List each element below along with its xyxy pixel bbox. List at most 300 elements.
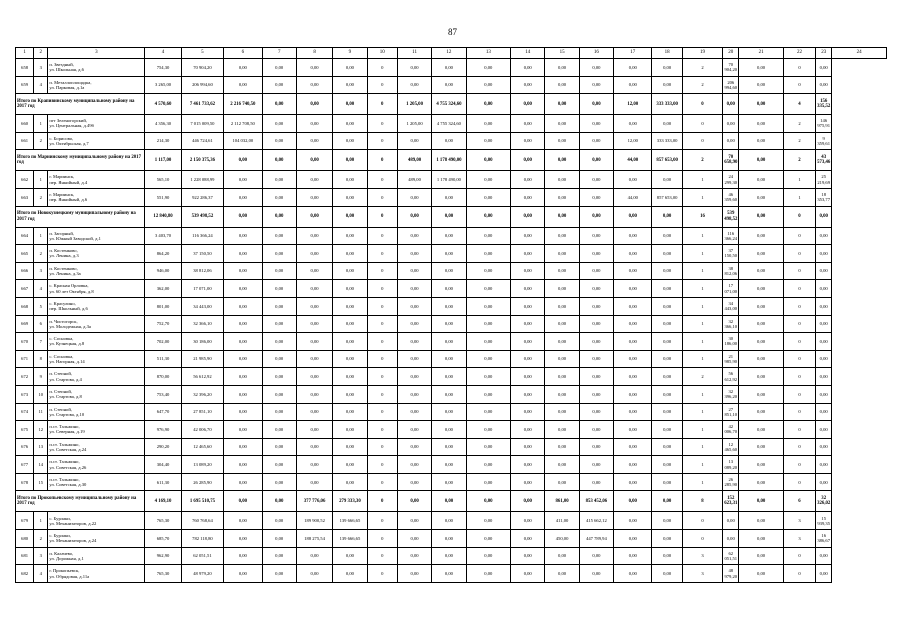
value-cell: 0,00 — [262, 438, 296, 456]
row-index-cell: 5 — [34, 297, 48, 315]
value-cell: 0,00 — [224, 150, 262, 171]
value-cell: 0,00 — [739, 262, 783, 280]
value-cell: 206 994,60 — [181, 76, 223, 94]
value-cell: 48 979,20 — [723, 565, 739, 583]
address-cell: г. Прокопьевск, ул. Обрядовая, д.11а — [48, 565, 145, 583]
value-cell: 0,00 — [397, 512, 431, 530]
value-cell: 870,00 — [145, 368, 181, 386]
value-cell: 0,00 — [614, 491, 652, 512]
table-row — [16, 115, 887, 133]
value-cell: 0,00 — [466, 530, 510, 548]
value-cell: 0,00 — [224, 227, 262, 245]
value-cell: 0,00 — [466, 491, 510, 512]
value-cell: 0,00 — [466, 350, 510, 368]
value-cell: 0,00 — [262, 297, 296, 315]
value-cell: 0,00 — [397, 385, 431, 403]
value-cell: 62 051,51 — [181, 547, 223, 565]
address-cell: п. Загорный, ул. Южный Заводской, д.1 — [48, 227, 145, 245]
value-cell: 42 006,70 — [723, 421, 739, 439]
value-cell: 0,00 — [432, 262, 466, 280]
capital-repair-table — [15, 47, 887, 583]
value-cell: 0,00 — [545, 368, 579, 386]
table-row — [16, 262, 887, 280]
value-cell: 32 366,10 — [723, 315, 739, 333]
column-number-cell: 14 — [511, 48, 545, 59]
row-number-cell: 668 — [16, 297, 34, 315]
value-cell: 0 — [682, 115, 722, 133]
value-cell: 0,00 — [816, 280, 832, 298]
value-cell: 0,00 — [545, 297, 579, 315]
value-cell: 0,00 — [466, 456, 510, 474]
value-cell: 0,00 — [739, 473, 783, 491]
value-cell: 1 — [682, 385, 722, 403]
value-cell: 24 299,30 — [723, 171, 739, 189]
value-cell: 565,10 — [145, 171, 181, 189]
value-cell: 1 — [682, 171, 722, 189]
value-cell: 0,00 — [739, 315, 783, 333]
column-number-cell: 15 — [545, 48, 579, 59]
row-index-cell: 2 — [34, 530, 48, 548]
value-cell: 0,00 — [397, 547, 431, 565]
value-cell: 0 — [367, 350, 397, 368]
value-cell: 0,00 — [511, 403, 545, 421]
value-cell: 0,00 — [579, 76, 613, 94]
value-cell: 0,00 — [579, 456, 613, 474]
row-index-cell: 11 — [34, 403, 48, 421]
value-cell: 0,00 — [262, 403, 296, 421]
value-cell: 4 169,10 — [145, 491, 181, 512]
value-cell: 0 — [367, 547, 397, 565]
value-cell: 1 — [682, 350, 722, 368]
row-number-cell: 682 — [16, 565, 34, 583]
value-cell: 1 — [682, 315, 722, 333]
value-cell: 1 695 510,75 — [181, 491, 223, 512]
value-cell: 0,00 — [397, 456, 431, 474]
table-row — [16, 333, 887, 351]
value-cell: 0,00 — [296, 403, 332, 421]
address-cell: п.ст. Тальжино, ул. Советская, д.26 — [48, 456, 145, 474]
address-cell: с. Борисово, ул. Октябрьская, д.7 — [48, 132, 145, 150]
value-cell: 0,00 — [816, 333, 832, 351]
column-number-cell: 5 — [181, 48, 223, 59]
value-cell: 0,00 — [614, 262, 652, 280]
column-number-cell: 19 — [682, 48, 722, 59]
row-index-cell: 15 — [34, 473, 48, 491]
value-cell: 0,00 — [296, 245, 332, 263]
value-cell: 26 285,90 — [723, 473, 739, 491]
value-cell: 3 — [682, 565, 722, 583]
row-number-cell: 664 — [16, 227, 34, 245]
value-cell: 0,00 — [296, 350, 332, 368]
value-cell: 0,00 — [652, 491, 682, 512]
column-number-cell: 24 — [832, 48, 887, 59]
value-cell: 0,00 — [333, 565, 367, 583]
table-row — [16, 565, 887, 583]
value-cell: 12,00 — [614, 132, 652, 150]
value-cell: 0,00 — [262, 547, 296, 565]
value-cell: 0 — [367, 403, 397, 421]
value-cell: 8 — [682, 491, 722, 512]
value-cell: 0,00 — [652, 297, 682, 315]
value-cell: 156 335,52 — [816, 94, 832, 115]
value-cell: 214,30 — [145, 132, 181, 150]
value-cell: 0,00 — [723, 132, 739, 150]
value-cell: 3 265,00 — [145, 76, 181, 94]
address-cell: п.ст. Тальжино, ул. Северная, д.19 — [48, 421, 145, 439]
address-cell: г. Мариинск, пер. Янкийный, д.6 — [48, 188, 145, 206]
value-cell: 0,00 — [466, 565, 510, 583]
value-cell: 0 — [367, 245, 397, 263]
address-cell: п. Степной, ул. Стартова, д.10 — [48, 403, 145, 421]
value-cell: 0,00 — [262, 333, 296, 351]
value-cell: 857 653,00 — [652, 188, 682, 206]
value-cell: 0,00 — [816, 206, 832, 227]
value-cell: 0,00 — [614, 530, 652, 548]
value-cell: 0,00 — [579, 421, 613, 439]
value-cell: 0,00 — [816, 315, 832, 333]
value-cell: 0,00 — [432, 565, 466, 583]
value-cell: 0,00 — [296, 227, 332, 245]
value-cell: 0,00 — [511, 188, 545, 206]
value-cell: 16 — [682, 206, 722, 227]
value-cell: 0,00 — [545, 403, 579, 421]
value-cell: 0,00 — [652, 530, 682, 548]
address-cell: с. Бурлаки, ул. Механизаторов, д.24 — [48, 530, 145, 548]
value-cell: 2 — [682, 368, 722, 386]
value-cell: 0,00 — [579, 403, 613, 421]
value-cell: 0,00 — [432, 491, 466, 512]
value-cell: 0,00 — [432, 227, 466, 245]
value-cell: 18 353,77 — [816, 188, 832, 206]
value-cell: 46 359,60 — [723, 188, 739, 206]
value-cell: 551,90 — [145, 188, 181, 206]
value-cell: 12,00 — [614, 94, 652, 115]
column-number-row — [16, 48, 887, 59]
value-cell: 0,00 — [545, 350, 579, 368]
value-cell: 146 975,91 — [816, 115, 832, 133]
value-cell: 4 570,60 — [145, 94, 181, 115]
value-cell: 0,00 — [466, 227, 510, 245]
value-cell: 0,00 — [333, 171, 367, 189]
column-number-cell: 23 — [816, 48, 832, 59]
table-row — [16, 473, 887, 491]
value-cell: 4 755 324,60 — [432, 94, 466, 115]
value-cell: 12 840,80 — [145, 206, 181, 227]
value-cell: 104 032,00 — [224, 132, 262, 150]
value-cell: 0,00 — [333, 403, 367, 421]
value-cell: 0,00 — [262, 530, 296, 548]
value-cell: 0,00 — [397, 245, 431, 263]
value-cell: 0 — [367, 76, 397, 94]
row-index-cell: 4 — [34, 280, 48, 298]
value-cell: 0,00 — [739, 368, 783, 386]
row-number-cell: 658 — [16, 59, 34, 77]
value-cell: 0,00 — [545, 76, 579, 94]
district-total-label: Итого по Мариинскому муниципальному району на 2017 год — [16, 150, 145, 171]
row-index-cell: 4 — [34, 76, 48, 94]
column-number-cell: 8 — [296, 48, 332, 59]
value-cell: 0 — [367, 115, 397, 133]
column-number-cell: 20 — [723, 48, 739, 59]
row-number-cell: 676 — [16, 438, 34, 456]
value-cell: 2 — [682, 59, 722, 77]
value-cell: 0,00 — [614, 403, 652, 421]
row-number-cell: 660 — [16, 115, 34, 133]
value-cell: 0 — [783, 438, 815, 456]
value-cell: 21 985,90 — [723, 350, 739, 368]
value-cell: 0,00 — [466, 473, 510, 491]
value-cell: 0 — [367, 530, 397, 548]
value-cell: 62 051,51 — [723, 547, 739, 565]
address-cell: п. Костенково, ул. Ленина, д.3а — [48, 262, 145, 280]
value-cell: 2 — [783, 132, 815, 150]
value-cell: 0,00 — [296, 115, 332, 133]
value-cell: 861,00 — [545, 491, 579, 512]
value-cell: 0,00 — [579, 206, 613, 227]
value-cell: 43 573,46 — [816, 150, 832, 171]
value-cell: 0,00 — [296, 297, 332, 315]
value-cell: 0 — [783, 350, 815, 368]
value-cell: 411,00 — [545, 512, 579, 530]
value-cell: 760 768,64 — [181, 512, 223, 530]
value-cell: 0,00 — [614, 245, 652, 263]
value-cell: 0,00 — [262, 368, 296, 386]
table-row — [16, 547, 887, 565]
value-cell: 56 612,92 — [181, 368, 223, 386]
table-row — [16, 315, 887, 333]
value-cell: 0,00 — [296, 473, 332, 491]
value-cell: 0,00 — [511, 565, 545, 583]
value-cell: 0,00 — [511, 315, 545, 333]
value-cell: 0,00 — [723, 530, 739, 548]
value-cell: 0,00 — [579, 59, 613, 77]
value-cell: 17 071,00 — [181, 280, 223, 298]
value-cell: 539 498,52 — [723, 206, 739, 227]
value-cell: 0,00 — [397, 333, 431, 351]
table-row — [16, 385, 887, 403]
value-cell: 0,00 — [614, 368, 652, 386]
value-cell: 0,00 — [262, 94, 296, 115]
value-cell: 0,00 — [511, 368, 545, 386]
value-cell: 0,00 — [224, 456, 262, 474]
value-cell: 0,00 — [224, 368, 262, 386]
value-cell: 0,00 — [579, 565, 613, 583]
row-index-cell: 13 — [34, 438, 48, 456]
value-cell: 0,00 — [816, 565, 832, 583]
table-row — [16, 188, 887, 206]
table-row — [16, 421, 887, 439]
value-cell: 0,00 — [432, 315, 466, 333]
row-number-cell: 663 — [16, 188, 34, 206]
value-cell: 0,00 — [739, 438, 783, 456]
value-cell: 0,00 — [466, 188, 510, 206]
value-cell: 0,00 — [739, 385, 783, 403]
address-cell: г. Мариинск, пер. Янкийный, д.4 — [48, 171, 145, 189]
value-cell: 0,00 — [739, 76, 783, 94]
value-cell: 0,00 — [262, 491, 296, 512]
row-number-cell: 667 — [16, 280, 34, 298]
row-index-cell: 4 — [34, 565, 48, 583]
address-cell: п.ст. Тальжино, ул. Советская, д.24 — [48, 438, 145, 456]
value-cell: 0,00 — [296, 565, 332, 583]
value-cell: 38 812,06 — [723, 262, 739, 280]
value-cell: 0,00 — [224, 385, 262, 403]
value-cell: 0,00 — [466, 512, 510, 530]
value-cell: 0,00 — [296, 171, 332, 189]
value-cell: 0 — [682, 132, 722, 150]
value-cell: 0,00 — [579, 350, 613, 368]
value-cell: 0,00 — [432, 473, 466, 491]
value-cell: 0,00 — [511, 438, 545, 456]
value-cell: 0,00 — [739, 188, 783, 206]
row-number-cell: 673 — [16, 385, 34, 403]
value-cell: 3 — [783, 530, 815, 548]
district-total-label: Итого по Крапивинскому муниципальному району на 2017 год — [16, 94, 145, 115]
value-cell: 0,00 — [397, 421, 431, 439]
value-cell: 0,00 — [739, 245, 783, 263]
value-cell: 0,00 — [262, 473, 296, 491]
address-cell: пгт Зеленогорский, ул. Центральная, д.49б — [48, 115, 145, 133]
value-cell: 0,00 — [545, 245, 579, 263]
address-cell: с. Сосновка, ул. Нагорная, д.14 — [48, 350, 145, 368]
value-cell: 1 178 490,00 — [432, 150, 466, 171]
value-cell: 0,00 — [652, 565, 682, 583]
value-cell: 7 461 733,62 — [181, 94, 223, 115]
value-cell: 0 — [367, 59, 397, 77]
address-cell: п. Степной, ул. Стартова, д.8 — [48, 385, 145, 403]
value-cell: 0 — [682, 512, 722, 530]
value-cell: 0,00 — [224, 59, 262, 77]
value-cell: 0,00 — [511, 491, 545, 512]
value-cell: 32 396,20 — [723, 385, 739, 403]
value-cell: 0,00 — [432, 421, 466, 439]
table-row — [16, 76, 887, 94]
value-cell: 0,00 — [466, 421, 510, 439]
table-row — [16, 403, 887, 421]
row-number-cell: 674 — [16, 403, 34, 421]
value-cell: 377 776,06 — [296, 491, 332, 512]
value-cell: 0,00 — [579, 115, 613, 133]
value-cell: 0,00 — [432, 132, 466, 150]
value-cell: 0,00 — [739, 456, 783, 474]
value-cell: 0,00 — [432, 280, 466, 298]
value-cell: 1 — [682, 245, 722, 263]
value-cell: 0,00 — [397, 491, 431, 512]
value-cell: 0 — [367, 512, 397, 530]
value-cell: 0 — [682, 530, 722, 548]
row-index-cell: 3 — [34, 547, 48, 565]
value-cell: 0,00 — [333, 456, 367, 474]
value-cell: 0,00 — [652, 227, 682, 245]
value-cell: 702,00 — [145, 333, 181, 351]
value-cell: 0,00 — [262, 245, 296, 263]
value-cell: 0,00 — [739, 115, 783, 133]
value-cell: 0 — [367, 227, 397, 245]
value-cell: 0,00 — [511, 297, 545, 315]
value-cell: 0,00 — [432, 245, 466, 263]
value-cell: 30 186,00 — [181, 333, 223, 351]
value-cell: 206 994,60 — [723, 76, 739, 94]
row-number-cell: 672 — [16, 368, 34, 386]
address-cell: п. Звездный, ул. Школьная, д.6 — [48, 59, 145, 77]
column-number-cell: 7 — [262, 48, 296, 59]
value-cell: 765,30 — [145, 565, 181, 583]
value-cell: 0,00 — [296, 315, 332, 333]
row-number-cell: 661 — [16, 132, 34, 150]
value-cell: 0,00 — [224, 76, 262, 94]
column-number-cell: 3 — [48, 48, 145, 59]
value-cell: 0,00 — [262, 565, 296, 583]
value-cell: 0,00 — [296, 132, 332, 150]
value-cell: 0,00 — [432, 368, 466, 386]
value-cell: 0,00 — [466, 171, 510, 189]
value-cell: 0,00 — [652, 421, 682, 439]
district-total-label: Итого по Прокопьевскому муниципальному району на 2017 год — [16, 491, 145, 512]
value-cell: 450,00 — [545, 530, 579, 548]
value-cell: 0,00 — [466, 385, 510, 403]
value-cell: 0,00 — [466, 280, 510, 298]
address-cell: п. Металлоплощадка, ул. Парковая, д.1а — [48, 76, 145, 94]
value-cell: 0,00 — [466, 206, 510, 227]
value-cell: 0,00 — [816, 227, 832, 245]
row-index-cell: 3 — [34, 262, 48, 280]
value-cell: 0,00 — [466, 59, 510, 77]
value-cell: 0,00 — [614, 115, 652, 133]
column-number-cell: 11 — [397, 48, 431, 59]
value-cell: 0,00 — [296, 188, 332, 206]
value-cell: 37 150,50 — [723, 245, 739, 263]
table-row — [16, 456, 887, 474]
value-cell: 1 — [783, 171, 815, 189]
value-cell: 0,00 — [397, 473, 431, 491]
address-cell: с. Бурлаки, ул. Механизаторов, д.22 — [48, 512, 145, 530]
value-cell: 0,00 — [545, 333, 579, 351]
value-cell: 0,00 — [739, 403, 783, 421]
value-cell: 0,00 — [296, 76, 332, 94]
value-cell: 0,00 — [432, 333, 466, 351]
value-cell: 0,00 — [397, 132, 431, 150]
row-index-cell: 12 — [34, 421, 48, 439]
value-cell: 0,00 — [333, 547, 367, 565]
value-cell: 0,00 — [511, 171, 545, 189]
value-cell: 2 — [682, 150, 722, 171]
value-cell: 2 — [682, 76, 722, 94]
value-cell: 37 150,50 — [181, 245, 223, 263]
value-cell: 0,00 — [816, 368, 832, 386]
value-cell: 3 — [783, 512, 815, 530]
value-cell: 0,00 — [545, 262, 579, 280]
value-cell: 0,00 — [333, 59, 367, 77]
value-cell: 0,00 — [511, 350, 545, 368]
value-cell: 511,30 — [145, 350, 181, 368]
value-cell: 0,00 — [296, 280, 332, 298]
value-cell: 0,00 — [466, 76, 510, 94]
table-row — [16, 438, 887, 456]
value-cell: 0,00 — [432, 547, 466, 565]
value-cell: 0 — [367, 262, 397, 280]
value-cell: 539 498,52 — [181, 206, 223, 227]
value-cell: 0,00 — [397, 350, 431, 368]
value-cell: 0,00 — [333, 188, 367, 206]
value-cell: 0,00 — [614, 385, 652, 403]
value-cell: 0,00 — [432, 297, 466, 315]
value-cell: 0,00 — [262, 76, 296, 94]
value-cell: 0,00 — [432, 206, 466, 227]
row-number-cell: 669 — [16, 315, 34, 333]
value-cell: 116 366,24 — [181, 227, 223, 245]
value-cell: 0,00 — [333, 227, 367, 245]
value-cell: 0,00 — [466, 150, 510, 171]
